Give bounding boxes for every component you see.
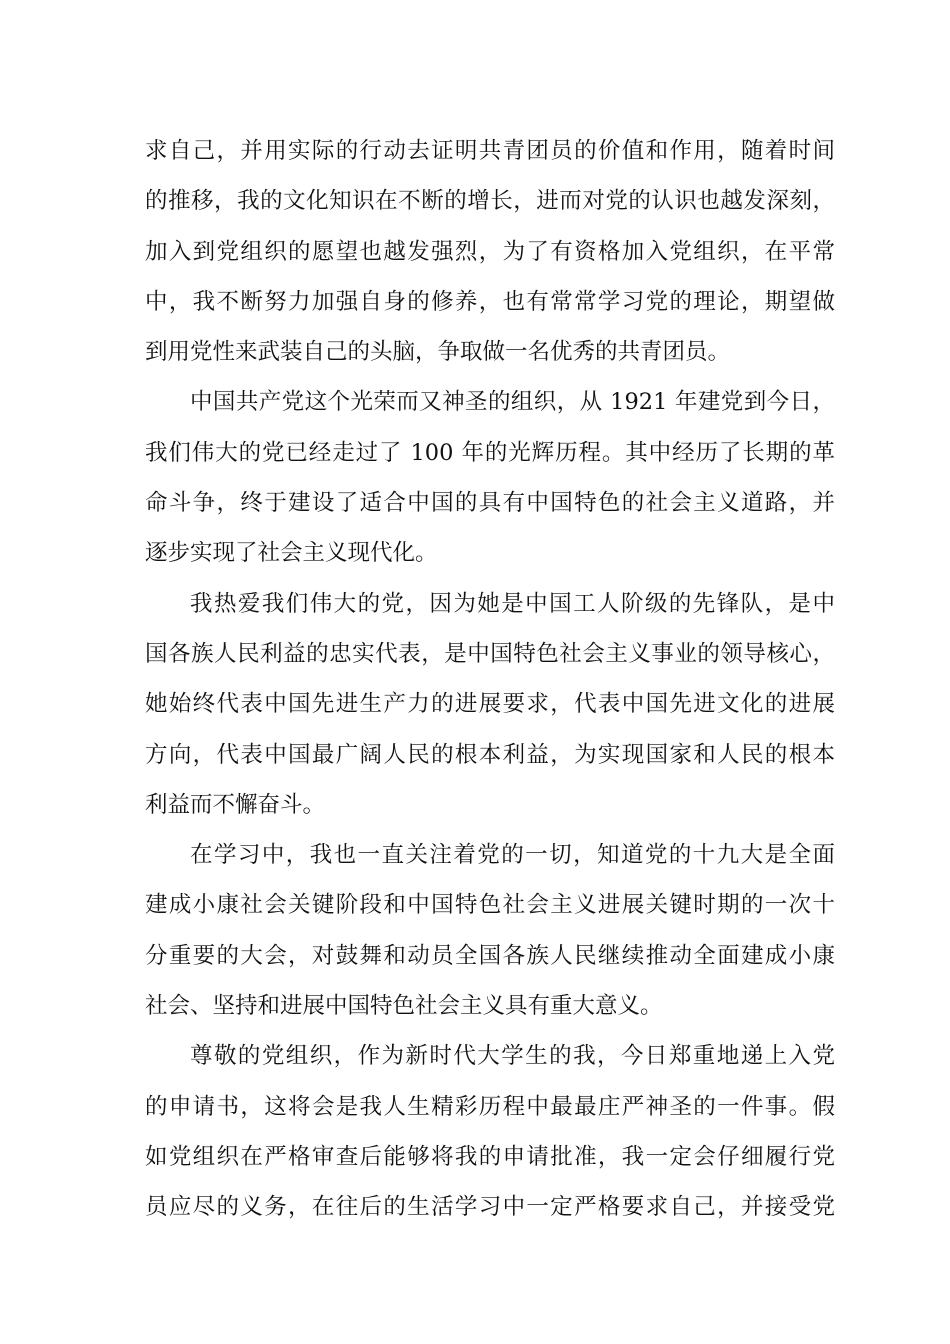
- text-line: 国各族人民利益的忠实代表，是中国特色社会主义事业的领导核心，: [145, 640, 835, 667]
- text-line: 分重要的大会，对鼓舞和动员全国各族人民继续推动全面建成小康: [145, 942, 835, 969]
- text-line: 社会、坚持和进展中国特色社会主义具有重大意义。: [145, 993, 663, 1020]
- text-line: 中国共产党这个光荣而又神圣的组织，从 1921 年建党到今日，: [190, 389, 835, 416]
- text-line: 建成小康社会关键阶段和中国特色社会主义进展关键时期的一次十: [145, 892, 835, 919]
- document-body: [145, 126, 835, 1233]
- text-line: 到用党性来武装自己的头脑，争取做一名优秀的共青团员。: [145, 339, 731, 366]
- text-line: 的推移，我的文化知识在不断的增长，进而对党的认识也越发深刻，: [145, 188, 835, 215]
- text-line: 我们伟大的党已经走过了 100 年的光辉历程。其中经历了长期的革: [145, 439, 835, 466]
- text-line: 逐步实现了社会主义现代化。: [145, 540, 438, 567]
- text-line: 员应尽的义务，在往后的生活学习中一定严格要求自己，并接受党: [145, 1194, 835, 1221]
- text-line: 我热爱我们伟大的党，因为她是中国工人阶级的先锋队，是中: [190, 590, 835, 617]
- text-line: 方向，代表中国最广阔人民的根本利益，为实现国家和人民的根本: [145, 741, 835, 768]
- text-line: 的申请书，这将会是我人生精彩历程中最最庄严神圣的一件事。假: [145, 1093, 835, 1120]
- text-line: 加入到党组织的愿望也越发强烈，为了有资格加入党组织，在平常: [145, 238, 835, 265]
- text-line: 尊敬的党组织，作为新时代大学生的我，今日郑重地递上入党: [190, 1043, 835, 1070]
- text-line: 命斗争，终于建设了适合中国的具有中国特色的社会主义道路，并: [145, 490, 835, 517]
- text-line: 中，我不断努力加强自身的修养，也有常常学习党的理论，期望做: [145, 288, 835, 315]
- text-line: 求自己，并用实际的行动去证明共青团员的价值和作用，随着时间: [145, 138, 835, 164]
- text-line: 在学习中，我也一直关注着党的一切，知道党的十九大是全面: [190, 842, 835, 869]
- text-line: 她始终代表中国先进生产力的进展要求，代表中国先进文化的进展: [145, 691, 835, 718]
- text-line: 如党组织在严格审查后能够将我的申请批准，我一定会仔细履行党: [145, 1143, 835, 1170]
- text-line: 利益而不懈奋斗。: [145, 791, 326, 818]
